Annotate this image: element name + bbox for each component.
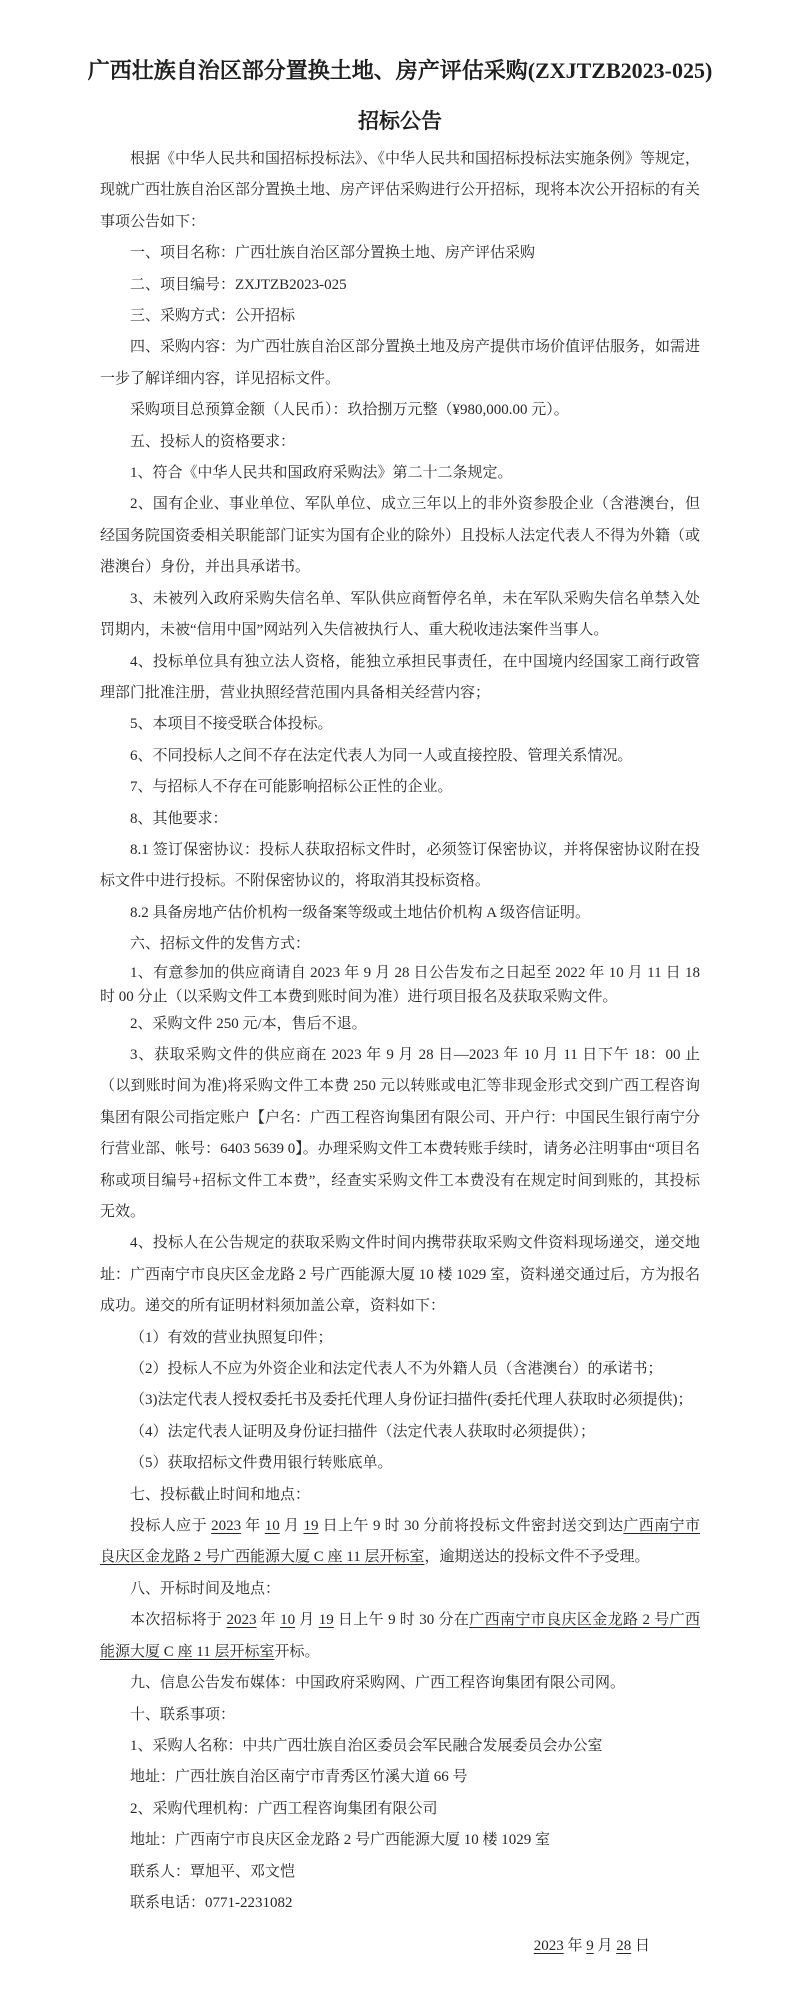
text-run: 六、招标文件的发售方式： <box>130 936 311 953</box>
qualification-heading <box>100 427 700 458</box>
text-run: 日 <box>631 1938 650 1955</box>
text-run: 二、项目编号：ZXJTZB2023-025 <box>130 276 347 293</box>
text-run: 5、本项目不接受联合体投标。 <box>130 716 333 733</box>
text-run: 三、采购方式：公开招标 <box>130 308 296 325</box>
qualification-1 <box>100 458 700 489</box>
qualification-2 <box>100 489 700 583</box>
text-run: 五、投标人的资格要求： <box>130 433 296 450</box>
qualification-7 <box>100 772 700 803</box>
text-run: 采购项目总预算金额（人民币）：玖拾捌万元整（¥980,000.00 元）。 <box>130 402 569 419</box>
text-run: （5）获取招标文件费用银行转账底单。 <box>130 1455 393 1472</box>
text-run: 8.2 具备房地产估价机构一级备案等级或土地估价机构 A 级咨信证明。 <box>130 904 591 921</box>
text-run: 开标。 <box>274 1643 320 1660</box>
sale-method-4 <box>100 1228 700 1322</box>
text-run: （3)法定代表人授权委托书及委托代理人身份证扫描件(委托代理人获取时必须提供)； <box>130 1392 693 1409</box>
text-run: 联系人：覃旭平、邓文恺 <box>130 1863 296 1880</box>
text-run: 根据《中华人民共和国招标投标法》、《中华人民共和国招标投标法实施条例》等规定，现就广西壮族自治区部分置换土地、房产评估采购进行公开招标，现将本次公开招标的有关事项公告如下： <box>100 151 701 230</box>
announcement-media <box>100 1668 700 1699</box>
underlined-text: 9 <box>586 1938 594 1955</box>
qualification-5 <box>100 709 700 740</box>
material-5 <box>100 1448 700 1479</box>
contact-heading <box>100 1700 700 1731</box>
qualification-8-1 <box>100 835 700 898</box>
qualification-8 <box>100 804 700 835</box>
procurement-method <box>100 301 700 332</box>
material-1 <box>100 1323 700 1354</box>
text-run: （4）法定代表人证明及身份证扫描件（法定代表人获取时必须提供）； <box>130 1423 596 1440</box>
text-run: 投标人应于 <box>130 1518 212 1535</box>
text-run: 2、国有企业、事业单位、军队单位、成立三年以上的非外资参股企业（含港澳台，但经国务院国资委相关职能部门证实为国有企业的除外）且投标人法定代表人不得为外籍（或港澳台）身份，并出具承诺书。 <box>100 496 701 576</box>
agency-name <box>100 1794 700 1825</box>
text-run: 8、其他要求： <box>130 810 228 827</box>
text-run: 2、采购文件 250 元/本，售后不退。 <box>130 1015 367 1032</box>
project-number <box>100 270 700 301</box>
purchaser-name <box>100 1731 700 1762</box>
text-run: 八、开标时间及地点： <box>130 1580 281 1597</box>
text-run: 本次招标将于 <box>130 1612 227 1629</box>
text-run: 8.1 签订保密协议：投标人获取招标文件时，必须签订保密协议，并将保密协议附在投标文件中进行投标。不附保密协议的，将取消其投标资格。 <box>100 841 700 890</box>
underlined-text: 广西南宁市良庆区金龙路 2 号广西能源大厦 C 座 11 层开标室 <box>100 1518 700 1566</box>
text-run: 月 <box>279 1518 304 1535</box>
text-run: 十、联系事项： <box>130 1706 236 1723</box>
underlined-text: 2023 <box>533 1938 564 1955</box>
underlined-text: 28 <box>616 1938 632 1955</box>
underlined-text: 2023 <box>226 1612 257 1629</box>
text-run: 地址：广西壮族自治区南宁市青秀区竹溪大道 66 号 <box>130 1769 468 1786</box>
text-run: 1、符合《中华人民共和国政府采购法》第二十二条规定。 <box>130 465 513 482</box>
bid-opening-detail <box>100 1605 700 1668</box>
bid-deadline-heading <box>100 1480 700 1511</box>
bid-opening-heading <box>100 1574 700 1605</box>
underlined-text: 10 <box>264 1518 280 1535</box>
text-run: 1、有意参加的供应商请自 2023 年 9 月 28 日公告发布之日起至 2022 年 10 月 11 日 18 时 00 分止（以采购文件工本费到账时间为准）进行项目报名及获取采购文件。 <box>100 964 700 1005</box>
purchaser-address <box>100 1762 700 1793</box>
qualification-6 <box>100 741 700 772</box>
text-run: （2）投标人不应为外资企业和法定代表人不为外籍人员（含港澳台）的承诺书； <box>130 1361 663 1378</box>
text-run: 一、项目名称：广西壮族自治区部分置换土地、房产评估采购 <box>130 245 536 262</box>
text-run: 4、投标人在公告规定的获取采购文件时间内携带获取采购文件资料现场递交，递交地址：广西南宁市良庆区金龙路 2 号广西能源大厦 10 楼 1029 室，资料递交通过后，方为报名成功。递交的所有证明材料须加盖公章，资料如下： <box>100 1235 701 1315</box>
text-run: 2、采购代理机构：广西工程咨询集团有限公司 <box>130 1800 438 1817</box>
issue-date <box>100 1931 700 1962</box>
text-run: 七、投标截止时间和地点： <box>130 1486 311 1503</box>
text-run: 6、不同投标人之间不存在法定代表人为同一人或直接控股、管理关系情况。 <box>130 747 633 764</box>
document-subtitle: 招标公告 <box>358 109 442 133</box>
project-name <box>100 238 700 269</box>
agency-address <box>100 1825 700 1856</box>
document-title: 广西壮族自治区部分置换土地、房产评估采购(ZXJTZB2023-025) <box>87 58 713 83</box>
underlined-text: 10 <box>280 1612 296 1629</box>
material-4 <box>100 1417 700 1448</box>
text-run: 1、采购人名称：中共广西壮族自治区委员会军民融合发展委员会办公室 <box>130 1737 603 1754</box>
text-run: 日上午 9 时 30 分在 <box>333 1612 470 1629</box>
underlined-text: 19 <box>303 1518 319 1535</box>
text-run: 3、未被列入政府采购失信名单、军队供应商暂停名单，未在军队采购失信名单禁入处罚期内，未被“信用中国”网站列入失信被执行人、重大税收违法案件当事人。 <box>100 590 700 639</box>
text-run: 3、获取采购文件的供应商在 2023 年 9 月 28 日—2023 年 10 月 11 日下午 18：00 止（以到账时间为准)将采购文件工本费 250 元以转账或电汇等非现金形式交到广西工程咨询集团有限公司指定账户【户名：广西工程咨询集团有限公司、开户行：中国民生银行南宁分行营业部、帐号：6403 5639 0】。办理采购文件工本费转账手续时，请务必注明事由“项目名称或项目编号+招标文件工本费”，经查实采购文件工本费没有在规定时间到账的，其投标无效。 <box>100 1046 701 1220</box>
underlined-text: 2023 <box>211 1518 242 1535</box>
intro-paragraph <box>100 144 700 238</box>
text-run: 日上午 9 时 30 分前将投标文件密封送交到达 <box>318 1518 624 1535</box>
sale-method-2 <box>100 1009 700 1040</box>
text-run: ，逾期送达的投标文件不予受理。 <box>424 1549 650 1566</box>
underlined-text: 广西南宁市良庆区金龙路 2 号广西能源大厦 C 座 11 层开标室 <box>100 1612 700 1660</box>
sale-method-heading <box>100 929 700 960</box>
material-3 <box>100 1385 700 1416</box>
bid-deadline-detail <box>100 1511 700 1574</box>
text-run: 联系电话：0771-2231082 <box>130 1894 293 1911</box>
text-run: 四、采购内容：为广西壮族自治区部分置换土地及房产提供市场价值评估服务，如需进一步了解详细内容，详见招标文件。 <box>100 339 701 387</box>
text-run: 年 <box>256 1612 281 1629</box>
text-run: （1）有效的营业执照复印件； <box>130 1329 333 1346</box>
sale-method-1 <box>100 961 700 1009</box>
text-run: 7、与招标人不存在可能影响招标公正性的企业。 <box>130 779 453 796</box>
contact-phone <box>100 1888 700 1919</box>
contact-person <box>100 1857 700 1888</box>
text-run: 年 <box>563 1938 587 1955</box>
text-run: 4、投标单位具有独立法人资格，能独立承担民事责任，在中国境内经国家工商行政管理部门批准注册，营业执照经营范围内具备相关经营内容； <box>100 653 700 701</box>
underlined-text: 19 <box>318 1612 334 1629</box>
material-2 <box>100 1354 700 1385</box>
document-body <box>0 144 800 1963</box>
text-run: 月 <box>295 1612 319 1629</box>
sale-method-3 <box>100 1040 700 1228</box>
qualification-3 <box>100 584 700 647</box>
budget-amount <box>100 395 700 426</box>
text-run: 九、信息公告发布媒体：中国政府采购网、广西工程咨询集团有限公司网。 <box>130 1675 626 1692</box>
procurement-content <box>100 332 700 395</box>
qualification-4 <box>100 647 700 710</box>
text-run: 月 <box>593 1938 617 1955</box>
qualification-8-2 <box>100 898 700 929</box>
text-run: 地址：广西南宁市良庆区金龙路 2 号广西能源大厦 10 楼 1029 室 <box>130 1832 551 1849</box>
text-run: 年 <box>241 1518 265 1535</box>
